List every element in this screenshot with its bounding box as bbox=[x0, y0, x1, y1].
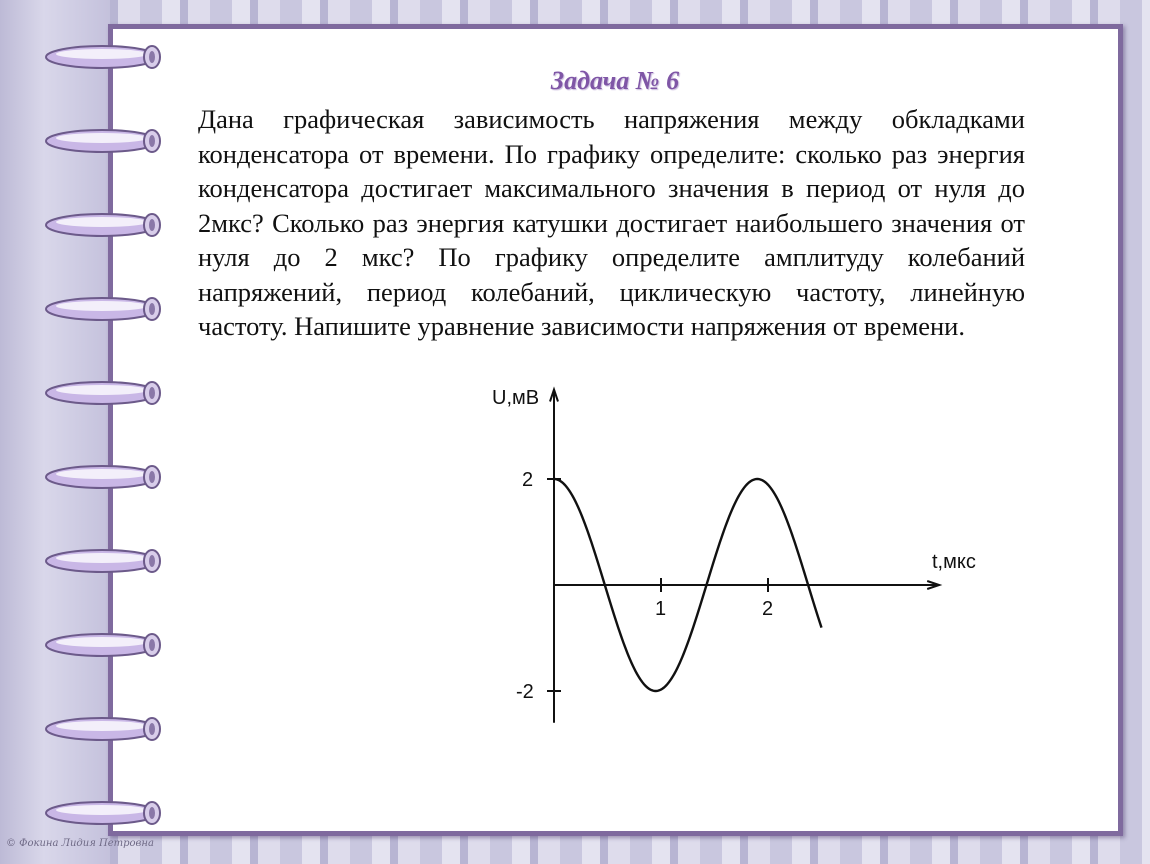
y-tick-label: -2 bbox=[516, 681, 534, 703]
binder-ring-icon bbox=[42, 796, 164, 830]
binder-ring-icon bbox=[42, 376, 164, 410]
binder-ring-icon bbox=[42, 292, 164, 326]
binder-ring-icon bbox=[42, 124, 164, 158]
y-tick-label: 2 bbox=[522, 469, 534, 491]
problem-title: Задача № 6 bbox=[550, 66, 680, 95]
copyright-text: © Фокина Лидия Петровна bbox=[6, 838, 154, 849]
binder-ring-icon bbox=[42, 712, 164, 746]
x-tick-label: 1 bbox=[655, 598, 667, 620]
binder-ring-icon bbox=[42, 544, 164, 578]
y-axis-label: U,мВ bbox=[492, 387, 540, 409]
binder-ring-icon bbox=[42, 40, 164, 74]
binder-ring-icon bbox=[42, 460, 164, 494]
binder-ring-icon bbox=[42, 628, 164, 662]
voltage-time-chart bbox=[470, 370, 1010, 750]
problem-text: Дана графическая зависимость напряжения между обкладками конденсатора от времени. По графику определите: сколько раз энергия конденсатора достигает максимального значения в период от нуля до 2мкс? Сколько раз энергия катушки достигает наибольшего значения от нуля до 2 мкс? По графику определите амплитуду колебаний напряжений, период колебаний, циклическую частоту, линейную частоту. Напишите уравнение зависимости напряжения от времени. bbox=[198, 104, 1025, 341]
x-tick-label: 2 bbox=[762, 598, 774, 620]
x-axis-label: t,мкс bbox=[932, 551, 976, 573]
binder-ring-icon bbox=[42, 208, 164, 242]
